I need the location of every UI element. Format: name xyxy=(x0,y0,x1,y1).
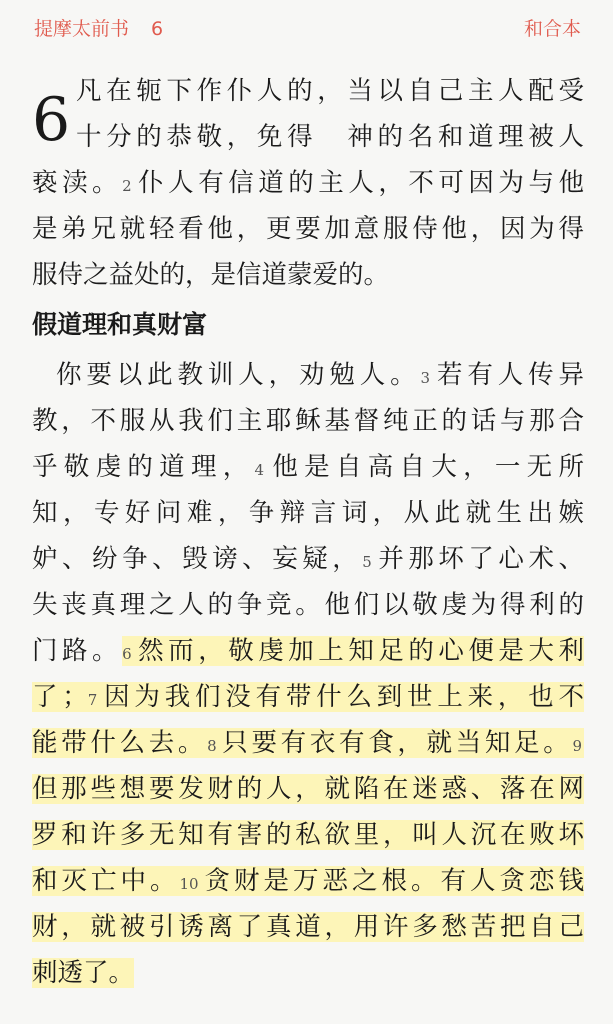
version-selector[interactable]: 和合本 xyxy=(523,18,581,40)
verse-line[interactable]: 知，专好问难，争辩言词，从此就生出嫉 xyxy=(32,498,584,528)
verse-number: 6 xyxy=(122,645,132,663)
top-bar xyxy=(0,10,613,42)
verse-line[interactable]: 教，不服从我们主耶稣基督纯正的话与那合 xyxy=(32,406,584,436)
verse-line[interactable] xyxy=(32,950,584,996)
paragraph-2 xyxy=(32,352,584,996)
book-chapter-title[interactable] xyxy=(34,14,163,41)
verse-line[interactable]: 失丧真理之人的争竞。他们以敬虔为得利的 xyxy=(32,590,584,620)
highlighted-verse[interactable]: 但那些想要发财的人，就陷在迷惑、落在网 xyxy=(32,774,584,804)
chapter-indicator: 6 xyxy=(151,18,164,40)
verse-line[interactable] xyxy=(32,766,584,812)
verse-number: 5 xyxy=(362,553,372,571)
highlighted-verse[interactable]: 6然而，敬虔加上知足的心便是大利 xyxy=(122,636,584,666)
section-heading: 假道理和真财富 xyxy=(32,310,208,339)
verse-line[interactable] xyxy=(32,812,584,858)
verse-line[interactable]: 服侍之益处的，是信道蒙爱的。 xyxy=(32,260,390,290)
verse-line[interactable]: 凡在轭下作仆人的，当以自己主人配受 xyxy=(76,76,584,106)
verse-line[interactable]: 你要以此教训人，劝勉人。3若有人传异 xyxy=(56,360,584,390)
book-name: 提摩太前书 xyxy=(34,18,130,40)
verse-number: 4 xyxy=(254,461,265,479)
highlighted-verse[interactable]: 罗和许多无知有害的私欲里，叫人沉在败坏 xyxy=(32,820,584,850)
highlighted-verse[interactable]: 了；7因为我们没有带什么到世上来，也不 xyxy=(32,682,584,712)
verse-line[interactable]: 十分的恭敬，免得 神的名和道理被人 xyxy=(76,122,584,152)
verse-line[interactable]: 门路。6然而，敬虔加上知足的心便是大利 xyxy=(32,636,584,666)
verse-number: 7 xyxy=(87,691,98,709)
verse-line[interactable] xyxy=(32,674,584,720)
verse-line[interactable]: 是弟兄就轻看他，更要加意服侍他，因为得 xyxy=(32,214,584,244)
chapter-content xyxy=(32,68,584,996)
verse-number: 10 xyxy=(179,875,199,893)
verse-line[interactable] xyxy=(32,904,584,950)
paragraph-1 xyxy=(32,68,584,298)
highlighted-verse[interactable]: 刺透了。 xyxy=(32,958,135,988)
verse-number: 2 xyxy=(122,177,132,195)
chapter-dropcap: 6 xyxy=(32,85,71,155)
verse-line[interactable]: 乎敬虔的道理，4他是自高自大，一无所 xyxy=(32,452,584,482)
verse-number: 9 xyxy=(572,737,582,755)
highlighted-verse[interactable]: 财，就被引诱离了真道，用许多愁苦把自己 xyxy=(32,912,584,942)
highlighted-verse[interactable]: 能带什么去。8只要有衣有食，就当知足。9 xyxy=(32,728,582,758)
verse-number: 8 xyxy=(207,737,217,755)
verse-line[interactable] xyxy=(32,858,584,904)
verse-line[interactable] xyxy=(32,720,584,766)
verse-line[interactable]: 妒、纷争、毁谤、妄疑，5并那坏了心术、 xyxy=(32,544,584,574)
highlighted-verse[interactable]: 和灭亡中。10贪财是万恶之根。有人贪恋钱 xyxy=(32,866,584,896)
verse-number: 3 xyxy=(420,369,431,387)
verse-line[interactable]: 亵渎。2仆人有信道的主人，不可因为与他 xyxy=(32,168,584,198)
